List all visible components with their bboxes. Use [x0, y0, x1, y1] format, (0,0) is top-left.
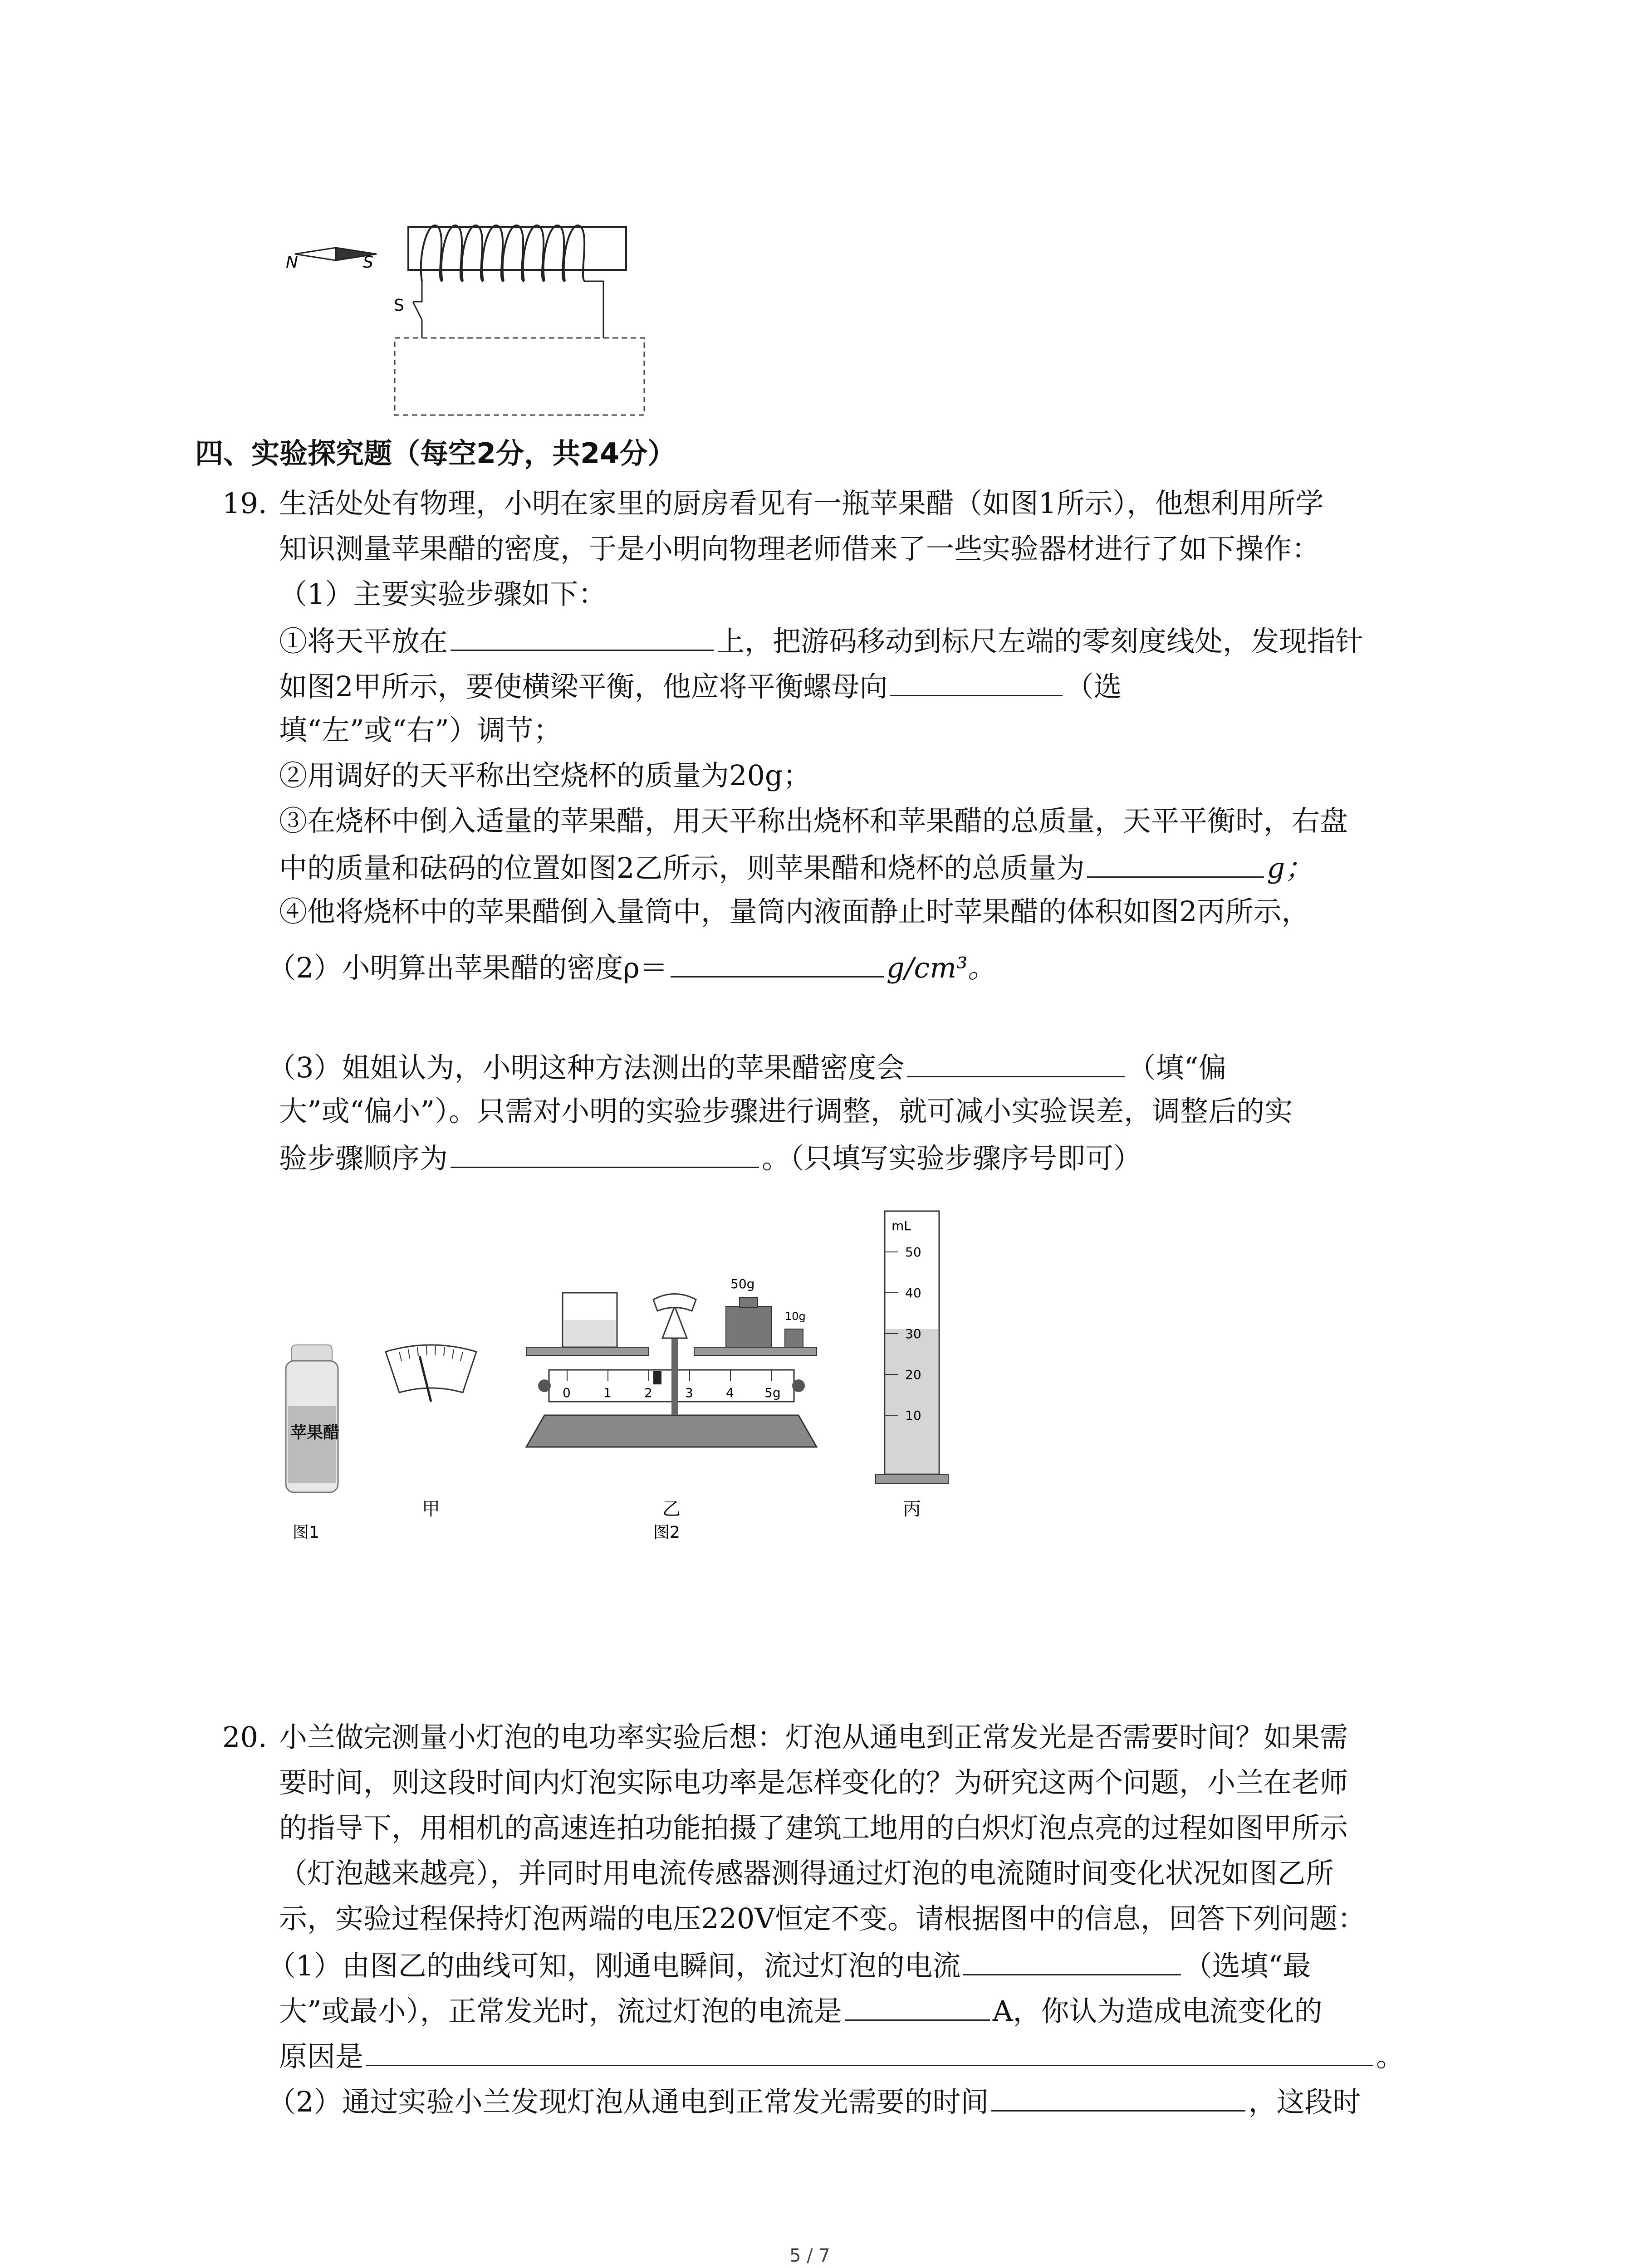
- q19-part3-e: 。（只填写实验步骤序号即可）: [762, 1142, 1142, 1175]
- answer-blank-bias[interactable]: [907, 1048, 1125, 1077]
- answer-blank-normal-current[interactable]: [845, 1991, 990, 2021]
- q19-step1-a: ①将天平放在: [279, 625, 448, 658]
- cylinder-liquid: [886, 1329, 938, 1473]
- coil-diagram: [272, 218, 662, 417]
- q20-line1: 小兰做完测量小灯泡的电功率实验后想：灯泡从通电到正常发光是否需要时间？如果需: [279, 1721, 1348, 1754]
- q20-part1-d: A，你认为造成电流变化的: [992, 1994, 1323, 2028]
- balance-pointer-dial: [386, 1345, 476, 1402]
- weight-50g-label: 50g: [730, 1276, 755, 1291]
- q19-step1-row2: [279, 667, 1122, 705]
- q19-part1-title: （1）主要实验步骤如下：: [279, 577, 607, 611]
- rider: [653, 1371, 661, 1384]
- cylinder-unit: mL: [892, 1218, 911, 1233]
- page-number: 5 / 7: [789, 2245, 830, 2266]
- q20-part1-row2: [279, 1991, 1322, 2029]
- q19-step3-row2: [279, 848, 1313, 886]
- weight-10g: [785, 1329, 803, 1347]
- caption-jia: 甲: [422, 1499, 440, 1520]
- q20-part1-a: （1）由图乙的曲线可知，刚通电瞬间，流过灯泡的电流: [268, 1949, 961, 1982]
- q19-part3-row1: [268, 1048, 1226, 1086]
- figures-row: [272, 1202, 998, 1542]
- q19-step3-a: ③在烧杯中倒入适量的苹果醋，用天平称出烧杯和苹果醋的总质量，天平平衡时，右盘: [279, 804, 1348, 837]
- scale-tick-1: 1: [603, 1385, 612, 1400]
- q19-step1-row1: [279, 621, 1363, 660]
- cylinder-tick-30: 30: [905, 1326, 921, 1341]
- scale-tick-3: 3: [685, 1385, 693, 1400]
- answer-blank-nut-direction[interactable]: [890, 667, 1063, 696]
- q19-part3-c: 大”或“偏小”）。只需对小明的实验步骤进行调整，就可减小实验误差，调整后的实: [279, 1095, 1293, 1128]
- cylinder-tick-50: 50: [905, 1245, 921, 1260]
- q20-line4: （灯泡越来越亮），并同时用电流传感器测得通过灯泡的电流随时间变化状况如图乙所: [279, 1857, 1334, 1890]
- compass-n-label: N: [286, 253, 298, 272]
- q19-part2-row: [268, 948, 996, 986]
- coil-figure: [272, 218, 662, 417]
- q19-part3-row3: [279, 1139, 1141, 1177]
- caption-bing: 丙: [903, 1499, 921, 1520]
- balance-scale: [526, 1276, 817, 1447]
- caption-fig2: 图2: [653, 1523, 680, 1542]
- q19-step1-e: 填“左”或“右”）调节；: [279, 714, 562, 747]
- weight-50g: [726, 1306, 771, 1347]
- dashed-box: [395, 338, 644, 415]
- q19-step1-c: 如图2甲所示，要使横梁平衡，他应将平衡螺母向: [279, 670, 888, 703]
- cylinder-tick-10: 10: [905, 1408, 921, 1423]
- q19-part3-a: （3）姐姐认为，小明这种方法测出的苹果醋密度会: [268, 1051, 905, 1084]
- scale-tick-2: 2: [644, 1385, 652, 1400]
- q20-part1-row1: [268, 1946, 1311, 1984]
- q20-line2: 要时间，则这段时间内灯泡实际电功率是怎样变化的？为研究这两个问题，小兰在老师: [279, 1766, 1348, 1799]
- q19-step1-b: 上，把游码移动到标尺左端的零刻度线处，发现指针: [716, 625, 1364, 658]
- q20-number: 20.: [222, 1721, 267, 1754]
- q19-number: 19.: [222, 487, 267, 520]
- bottle-label: 苹果醋: [290, 1423, 340, 1442]
- answer-blank-time[interactable]: [991, 2082, 1245, 2112]
- q20-part1-b: （选填“最: [1184, 1949, 1311, 1982]
- q19-part3-d: 验步骤顺序为: [279, 1142, 448, 1175]
- apparatus-figures: [272, 1202, 998, 1542]
- answer-blank-balance-surface[interactable]: [451, 621, 714, 651]
- q20-part2-b: ，这段时: [1248, 2085, 1361, 2118]
- q19-step2: ②用调好的天平称出空烧杯的质量为20g；: [279, 759, 811, 792]
- q20-part1-f: 。: [1376, 2040, 1405, 2073]
- q20-part2-row: [268, 2082, 1361, 2120]
- compass-s-label: S: [363, 253, 373, 272]
- cylinder-tick-40: 40: [905, 1286, 921, 1300]
- graduated-cylinder: [876, 1211, 948, 1483]
- scale-tick-4: 4: [726, 1385, 734, 1400]
- answer-blank-density[interactable]: [671, 948, 884, 978]
- q20-part1-e: 原因是: [279, 2040, 364, 2073]
- section-title: 四、实验探究题（每空2分，共24分）: [195, 437, 676, 470]
- q19-part3-b: （填“偏: [1127, 1051, 1227, 1084]
- caption-fig1: 图1: [293, 1523, 319, 1542]
- scale-tick-0: 0: [563, 1385, 571, 1400]
- answer-blank-total-mass[interactable]: [1087, 848, 1264, 878]
- answer-blank-step-order[interactable]: [451, 1139, 759, 1168]
- q20-part1-row3: [279, 2037, 1404, 2075]
- q19-step1-d: （选: [1065, 670, 1122, 703]
- scale-tick-5: 5g: [764, 1385, 781, 1400]
- answer-blank-initial-current[interactable]: [963, 1946, 1181, 1975]
- q19-line2: 知识测量苹果醋的密度，于是小明向物理老师借来了一些实验器材进行了如下操作：: [279, 532, 1320, 565]
- q19-part2-a: （2）小明算出苹果醋的密度ρ＝: [268, 951, 668, 984]
- answer-blank-reason[interactable]: [366, 2037, 1373, 2066]
- switch-label: S: [394, 296, 404, 315]
- q20-line3: 的指导下，用相机的高速连拍功能拍摄了建筑工地用的白炽灯泡点亮的过程如图甲所示: [279, 1811, 1348, 1844]
- compass-needle-north: [295, 248, 336, 260]
- caption-yi: 乙: [662, 1499, 681, 1520]
- q19-step3-unit: g；: [1267, 851, 1313, 885]
- q20-part1-c: 大”或最小），正常发光时，流过灯泡的电流是: [279, 1994, 842, 2028]
- vinegar-bottle: [286, 1345, 339, 1492]
- q19-step3-b: 中的质量和砝码的位置如图2乙所示，则苹果醋和烧杯的总质量为: [279, 851, 1085, 885]
- q20-part2-a: （2）通过实验小兰发现灯泡从通电到正常发光需要的时间: [268, 2085, 989, 2118]
- q20-line5: 示，实验过程保持灯泡两端的电压220V恒定不变。请根据图中的信息，回答下列问题：: [279, 1902, 1366, 1935]
- weight-10g-label: 10g: [785, 1310, 806, 1323]
- q19-part2-unit: g/cm³。: [886, 951, 996, 984]
- q19-step4: ④他将烧杯中的苹果醋倒入量筒中，量筒内液面静止时苹果醋的体积如图2丙所示，: [279, 895, 1310, 928]
- cylinder-tick-20: 20: [905, 1367, 921, 1382]
- switch-blade: [413, 302, 422, 320]
- q19-line1: 生活处处有物理，小明在家里的厨房看见有一瓶苹果醋（如图1所示），他想利用所学: [279, 487, 1324, 520]
